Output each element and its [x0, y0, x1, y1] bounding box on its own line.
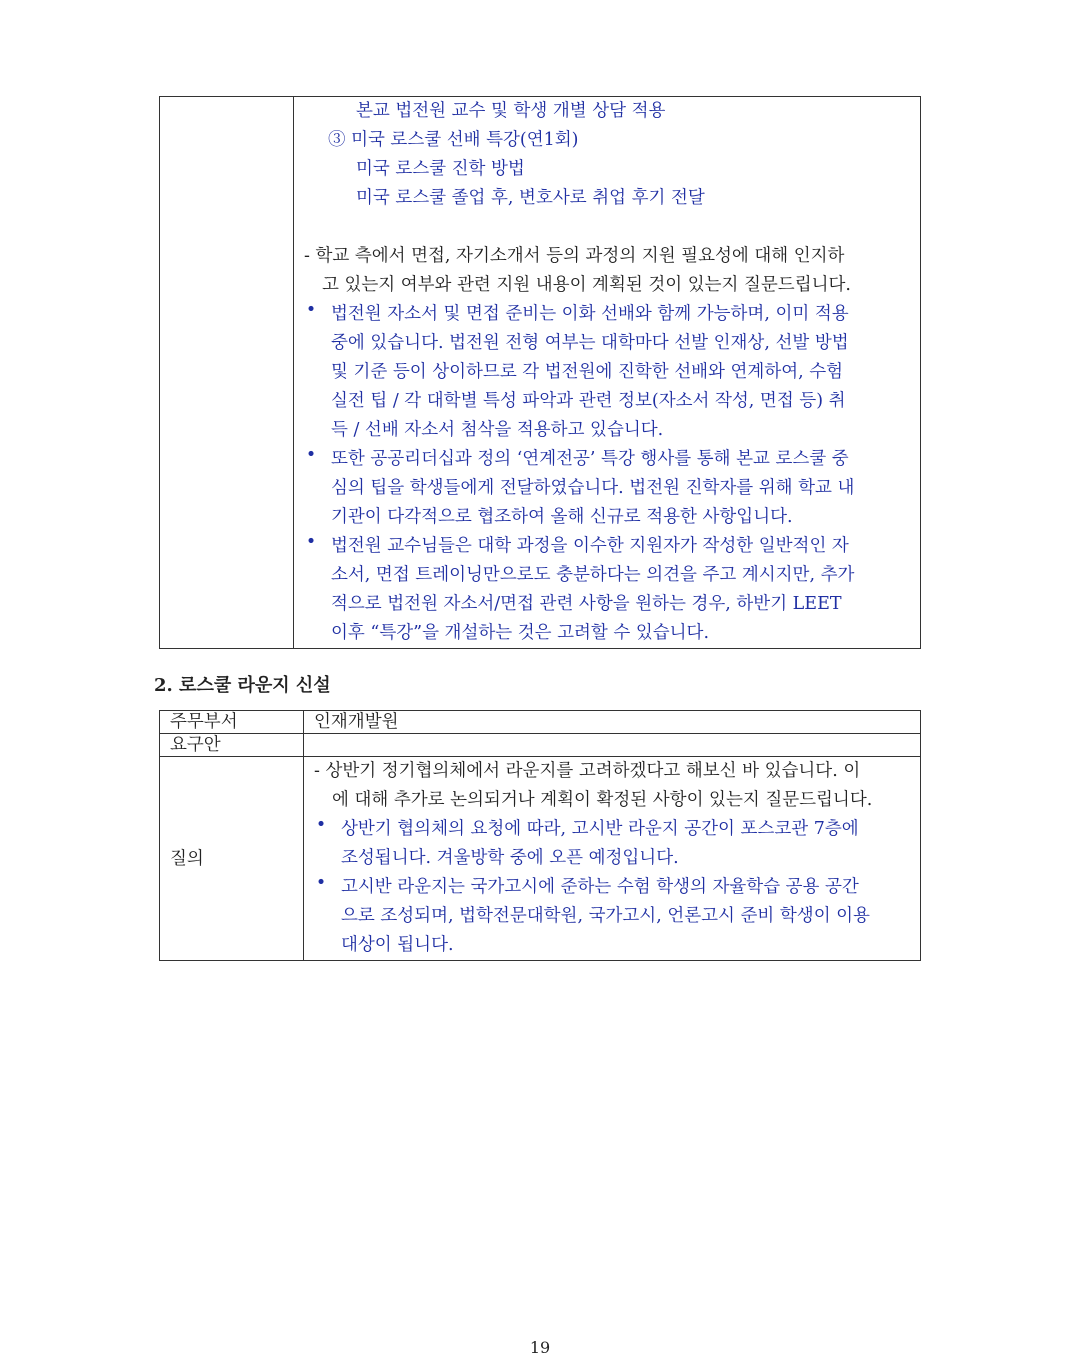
question-line: 고 있는지 여부와 관련 지원 내용이 계획된 것이 있는지 질문드립니다. [322, 275, 851, 295]
item3-title: ③ 미국 로스쿨 선배 특강(연1회) [328, 130, 579, 150]
sub-item: 미국 로스쿨 졸업 후, 변호사로 취업 후기 전달 [356, 188, 705, 208]
bullet-dot-icon: • [315, 815, 327, 835]
bullet-line: 또한 공공리더십과 정의 ‘연계전공’ 특강 행사를 통해 본교 로스쿨 중 [331, 449, 849, 469]
bullet-line: 대상이 됩니다. [341, 935, 454, 955]
bullet-line: 조성됩니다. 겨울방학 중에 오픈 예정입니다. [341, 848, 679, 868]
bullet-line: 심의 팁을 학생들에게 전달하였습니다. 법전원 진학자를 위해 학교 내 [331, 478, 855, 498]
bullet-line: 기관이 다각적으로 협조하여 올해 신규로 적용한 사항입니다. [331, 507, 793, 527]
page-number: 19 [529, 1338, 551, 1357]
bullet-line: 실전 팁 / 각 대학별 특성 파악과 관련 정보(자소서 작성, 면접 등) 취 [331, 391, 846, 411]
spacer [304, 213, 910, 242]
answer-bullet [304, 532, 910, 648]
answer-bullet [304, 300, 910, 445]
bullet-line: 적으로 법전원 자소서/면접 관련 사항을 원하는 경우, 하반기 LEET [331, 594, 842, 614]
proposal-label: 요구안 [160, 734, 304, 757]
dept-value: 인재개발원 [304, 711, 921, 734]
bullet-line: 중에 있습니다. 법전원 전형 여부는 대학마다 선발 인재상, 선발 방법 [331, 333, 849, 353]
sub-item: 미국 로스쿨 진학 방법 [356, 159, 525, 179]
bullet-line: 고시반 라운지는 국가고시에 준하는 수험 학생의 자율학습 공용 공간 [341, 877, 859, 897]
lounge-table [159, 710, 921, 961]
answer-bullet [314, 815, 910, 873]
question-line: - 학교 측에서 면접, 자기소개서 등의 과정의 지원 필요성에 대해 인지하 [304, 246, 845, 266]
bullet-dot-icon: • [315, 873, 327, 893]
bullet-line: 으로 조성되며, 법학전문대학원, 국가고시, 언론고시 준비 학생이 이용 [341, 906, 870, 926]
bullet-line: 상반기 협의체의 요청에 따라, 고시반 라운지 공간이 포스코관 7층에 [341, 819, 859, 839]
dept-label: 주무부서 [160, 711, 304, 734]
inquiry-label: 질의 [160, 757, 304, 961]
bullet-line: 법전원 자소서 및 면접 준비는 이화 선배와 함께 가능하며, 이미 적용 [331, 304, 849, 324]
question-line: 에 대해 추가로 논의되거나 계획이 확정된 사항이 있는지 질문드립니다. [332, 790, 873, 810]
answer-bullet [304, 445, 910, 532]
sub-item: 본교 법전원 교수 및 학생 개별 상담 적용 [356, 101, 666, 121]
answer-bullet [314, 873, 910, 960]
bullet-line: 및 기준 등이 상이하므로 각 법전원에 진학한 선배와 연계하여, 수험 [331, 362, 844, 382]
proposal-value [304, 734, 921, 757]
question-line: - 상반기 정기협의체에서 라운지를 고려하겠다고 해보신 바 있습니다. 이 [314, 761, 861, 781]
bullet-dot-icon: • [305, 532, 317, 552]
table1-label-cell [160, 97, 294, 649]
table1-body-cell [294, 97, 921, 649]
inquiry-body-cell [304, 757, 921, 961]
section-title: 2. 로스쿨 라운지 신설 [154, 675, 331, 696]
bullet-line: 득 / 선배 자소서 첨삭을 적용하고 있습니다. [331, 420, 664, 440]
bullet-dot-icon: • [305, 445, 317, 465]
bullet-line: 법전원 교수님들은 대학 과정을 이수한 지원자가 작성한 일반적인 자 [331, 536, 849, 556]
bullet-line: 소서, 면접 트레이닝만으로도 충분하다는 의견을 주고 계시지만, 추가 [331, 565, 855, 585]
bullet-line: 이후 “특강”을 개설하는 것은 고려할 수 있습니다. [331, 623, 710, 643]
continued-table [159, 96, 921, 649]
bullet-dot-icon: • [305, 300, 317, 320]
